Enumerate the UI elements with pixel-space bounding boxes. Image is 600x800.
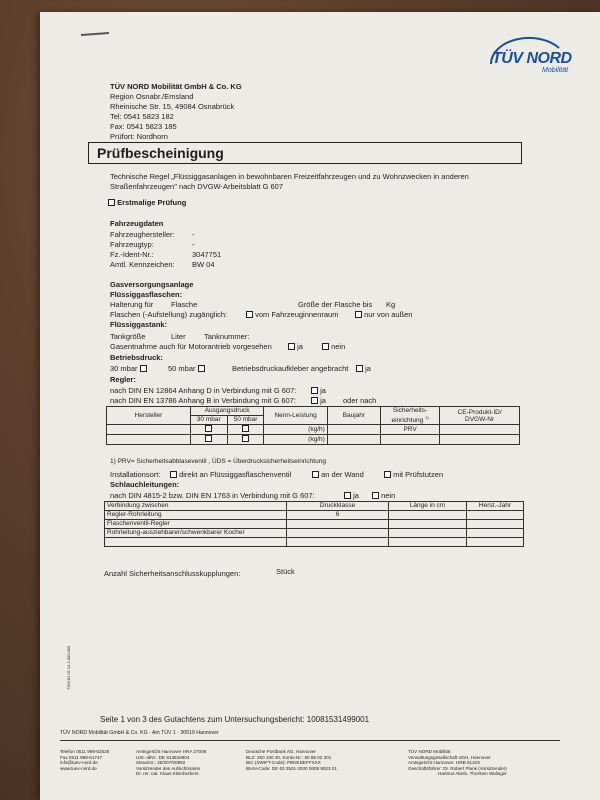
subtitle-line-1: Technische Regel „Flüssiggasanlagen in bewohnbaren Freizeitfahrzeugen und zu Wohnzwecken in anderen bbox=[110, 172, 469, 181]
footer-line: Hartmut Abeln, Thorsten Walinger bbox=[438, 771, 507, 777]
cell-druckklasse bbox=[287, 520, 389, 529]
regler-table bbox=[106, 406, 520, 445]
aufkleber-ja-checkbox[interactable] bbox=[356, 365, 363, 372]
gasentnahme-nein-option bbox=[322, 342, 345, 351]
staple-mark bbox=[81, 32, 109, 36]
fahrzeugdaten-heading: Fahrzeugdaten bbox=[110, 219, 164, 228]
installation-opt1-label: direkt an Flüssiggasflaschenventil bbox=[179, 470, 292, 479]
tanknummer-label: Tanknummer: bbox=[204, 332, 250, 341]
cell-50-check[interactable] bbox=[227, 425, 264, 435]
installation-opt3-checkbox[interactable] bbox=[384, 471, 391, 478]
cell-jahr[interactable] bbox=[467, 538, 524, 547]
subtitle-line-2: Straßenfahrzeugen" nach DVGW-Arbeitsblatt G 607 bbox=[110, 182, 284, 191]
nur-aussen-option bbox=[355, 310, 412, 319]
d50-label: 50 mbar bbox=[168, 364, 196, 373]
cell-hersteller[interactable] bbox=[107, 435, 191, 445]
nein-label: nein bbox=[331, 342, 346, 351]
checkbox[interactable] bbox=[242, 425, 249, 432]
ja-label: ja bbox=[320, 396, 326, 405]
footer-line: Vorsitzender des Aufsichtsrates bbox=[136, 765, 201, 771]
liter-label: Liter bbox=[171, 332, 186, 341]
installation-opt3 bbox=[384, 470, 443, 479]
checkbox[interactable] bbox=[205, 435, 212, 442]
checkbox[interactable] bbox=[205, 425, 212, 432]
fahrzeug-row-value: - bbox=[192, 240, 195, 249]
oder-nach-label: oder nach bbox=[343, 396, 377, 405]
form-code-vertical: TNM 81 07.14 2.000.000 bbox=[66, 645, 71, 690]
company-tel: Tel: 0541 5823 182 bbox=[110, 112, 174, 121]
d30-option bbox=[110, 364, 147, 373]
ja-label: ja bbox=[353, 491, 359, 500]
regler2-ja-option bbox=[311, 396, 326, 405]
gas-heading: Gasversorgungsanlage bbox=[110, 280, 194, 289]
installation-opt2-checkbox[interactable] bbox=[312, 471, 319, 478]
footer-divider bbox=[60, 740, 560, 741]
table-row bbox=[107, 425, 520, 435]
cell-kgh: (kg/h) bbox=[264, 435, 327, 445]
cell-jahr[interactable] bbox=[467, 511, 524, 520]
schlauch-heading: Schlauchleitungen: bbox=[110, 480, 180, 489]
d30-checkbox[interactable] bbox=[140, 365, 147, 372]
sicher-line-1: Sicherheits- bbox=[392, 407, 428, 414]
schlauch-nein-option bbox=[372, 491, 395, 500]
fahrzeug-row-label: Amtl. Kennzeichen: bbox=[110, 260, 175, 269]
flasche-label: Flasche bbox=[171, 300, 198, 309]
col-baujahr: Baujahr bbox=[327, 407, 380, 425]
footer-line: USt.-IdNr.: DE 813818604 bbox=[136, 754, 190, 760]
cell-50-check[interactable] bbox=[227, 435, 264, 445]
cell-druckklasse: 6 bbox=[287, 511, 389, 520]
gasentnahme-ja-option bbox=[288, 342, 303, 351]
cell-verbindung: Flaschenventil-Regler bbox=[105, 520, 287, 529]
regler1-ja-checkbox[interactable] bbox=[311, 387, 318, 394]
checkbox[interactable] bbox=[242, 435, 249, 442]
footer-col-register bbox=[136, 749, 232, 777]
kupplungen-label: Anzahl Sicherheitsanschlusskupplungen: bbox=[104, 569, 241, 578]
cell-verbindung[interactable] bbox=[105, 538, 287, 547]
col-ce-produkt bbox=[440, 407, 520, 425]
table-row bbox=[105, 538, 524, 547]
cell-hersteller[interactable] bbox=[107, 425, 191, 435]
cell-verbindung: Regler-Rohrleitung bbox=[105, 511, 287, 520]
vom-innenraum-label: vom Fahrzeuginnenraum bbox=[255, 310, 339, 319]
regler-line-1: nach DIN EN 12864 Anhang D in Verbindung mit G 607: bbox=[110, 386, 297, 395]
footer-line: Dr. rer. nat. Klaus Kleinherbers bbox=[136, 771, 199, 777]
sicher-line-2: einrichtung bbox=[391, 417, 424, 425]
fahrzeug-row-label: Fahrzeugtyp: bbox=[110, 240, 154, 249]
col-hersteller: Hersteller bbox=[107, 407, 191, 425]
footer-line: Fax 0511 998-61747 bbox=[60, 754, 103, 760]
cell-jahr[interactable] bbox=[467, 520, 524, 529]
cell-baujahr[interactable] bbox=[327, 425, 380, 435]
table-row bbox=[107, 435, 520, 445]
cell-30-check[interactable] bbox=[190, 425, 227, 435]
table-row bbox=[105, 511, 524, 520]
company-name: TÜV NORD Mobilität GmbH & Co. KG bbox=[110, 82, 242, 91]
footer-company: TÜV NORD Mobilität GmbH & Co. KG · Am TÜV 1 · 30519 Hannover bbox=[60, 730, 219, 736]
schlauch-ja-option bbox=[344, 491, 359, 500]
schlauch-ja-checkbox[interactable] bbox=[344, 492, 351, 499]
footer-line: BIC (SWIFT-Code): PBNKDEFFXXX bbox=[246, 760, 321, 766]
company-pruefort: Prüfort: Nordhorn bbox=[110, 132, 168, 141]
d30-label: 30 mbar bbox=[110, 364, 138, 373]
page-indicator: Seite 1 von 3 des Gutachtens zum Untersuchungsbericht: 10081531499001 bbox=[100, 715, 370, 724]
regler1-ja-option bbox=[311, 386, 326, 395]
installation-opt2 bbox=[312, 470, 364, 479]
aufkleber-ja-option bbox=[356, 364, 371, 373]
col-herst-jahr: Herst.-Jahr bbox=[467, 502, 524, 511]
schlauch-nein-checkbox[interactable] bbox=[372, 492, 379, 499]
flaschen-zugaenglich-label: Flaschen (-Aufstellung) zugänglich: bbox=[110, 310, 228, 319]
footer-line: Steuernr.: 25/207/00992 bbox=[136, 760, 186, 766]
company-fax: Fax: 0541 5823 185 bbox=[110, 122, 177, 131]
flaschen-heading: Flüssiggasflaschen: bbox=[110, 290, 183, 299]
col-nennleistung: Nenn-Leistung bbox=[264, 407, 327, 425]
fahrzeug-row-value: - bbox=[192, 230, 195, 239]
company-street: Rheinische Str. 15, 49084 Osnabrück bbox=[110, 102, 235, 111]
installation-opt1-checkbox[interactable] bbox=[170, 471, 177, 478]
footer-line: info@tuev-nord.de bbox=[60, 760, 98, 766]
cell-30-check[interactable] bbox=[190, 435, 227, 445]
cell-kgh: (kg/h) bbox=[264, 425, 327, 435]
nur-aussen-checkbox[interactable] bbox=[355, 311, 362, 318]
fahrzeug-row-label: Fahrzeughersteller: bbox=[110, 230, 175, 239]
gasentnahme-label: Gasentnahme auch für Motorantrieb vorgesehen bbox=[110, 342, 272, 351]
ja-label: ja bbox=[320, 386, 326, 395]
cell-laenge[interactable] bbox=[389, 529, 467, 538]
regler2-ja-checkbox[interactable] bbox=[311, 397, 318, 404]
tankgroesse-label: Tankgröße bbox=[110, 332, 146, 341]
cell-laenge[interactable] bbox=[389, 520, 467, 529]
ja-label: ja bbox=[297, 342, 303, 351]
cell-baujahr[interactable] bbox=[327, 435, 380, 445]
ce-line-2: DVGW-Nr bbox=[465, 415, 495, 423]
schlauch-line: nach DIN 4815-2 bzw. DIN EN 1763 in Verbindung mit G 607: bbox=[110, 491, 315, 500]
groesse-label: Größe der Flasche bis bbox=[298, 300, 373, 309]
tank-heading: Flüssiggastank: bbox=[110, 320, 168, 329]
installation-opt3-label: mit Prüfstutzen bbox=[393, 470, 444, 479]
footer-line: TÜV NORD Mobilität bbox=[408, 749, 451, 754]
footer-line: www.tuev-nord.de bbox=[60, 765, 97, 771]
cell-ce[interactable] bbox=[440, 435, 520, 445]
fahrzeug-row-value: BW 04 bbox=[192, 260, 215, 269]
document-page bbox=[40, 12, 600, 800]
footer-col-management bbox=[408, 749, 548, 777]
footer-line: Deutsche Postbank AG, Hannover bbox=[246, 749, 316, 754]
cell-verbindung: Rohrleitung-ausziehbarer/schwenkbarer Kocher bbox=[105, 529, 287, 538]
ce-line-1: CE-Produkt-ID/ bbox=[457, 408, 502, 416]
cell-jahr[interactable] bbox=[467, 529, 524, 538]
footnote: 1) PRV= Sicherheitsabblaseventil , ÜDS = Überdrucksicherheitseinrichtung bbox=[110, 458, 326, 465]
fahrzeug-row-value: 3047751 bbox=[192, 250, 222, 259]
vom-innenraum-checkbox[interactable] bbox=[246, 311, 253, 318]
footer-line: Amtsgericht Hannover: HRB 61319 bbox=[408, 760, 480, 766]
kupplungen-unit: Stück bbox=[276, 567, 295, 576]
footer-line: Geschäftsführer: Dr. Robert Plank (Vorsitzender) bbox=[408, 765, 507, 771]
installation-label: Installationsort: bbox=[110, 470, 161, 479]
nur-aussen-label: nur von außen bbox=[364, 310, 413, 319]
col-verbindung: Verbindung zwischen bbox=[105, 502, 287, 511]
page-title: Prüfbescheinigung bbox=[97, 145, 224, 161]
gasentnahme-nein-checkbox[interactable] bbox=[322, 343, 329, 350]
col-ausgangsdruck: Ausgangsdruck bbox=[190, 407, 264, 416]
logo-wordmark: TÜV NORD bbox=[492, 50, 572, 67]
d50-option bbox=[168, 364, 205, 373]
erstmalige-checkbox[interactable] bbox=[108, 199, 115, 206]
gasentnahme-ja-checkbox[interactable] bbox=[288, 343, 295, 350]
footer-col-bank bbox=[246, 749, 376, 771]
regler-heading: Regler: bbox=[110, 375, 136, 384]
nein-label: nein bbox=[381, 491, 396, 500]
erstmalige-pruefung bbox=[108, 198, 186, 207]
cell-ce[interactable] bbox=[440, 425, 520, 435]
installation-opt1 bbox=[170, 470, 291, 479]
col-30mbar: 30 mbar bbox=[190, 416, 227, 425]
logo-subtitle: Mobilität bbox=[542, 67, 569, 74]
footer-line: Amtsgericht Hannover HRA 27006 bbox=[136, 749, 207, 754]
aufkleber-label: Betriebsdruckaufkleber angebracht bbox=[232, 364, 349, 373]
cell-druckklasse bbox=[287, 529, 389, 538]
cell-sicher[interactable] bbox=[380, 435, 439, 445]
table-row bbox=[105, 520, 524, 529]
company-region: Region Osnabr./Emsland bbox=[110, 92, 194, 101]
kg-label: Kg bbox=[386, 300, 396, 309]
schlauch-table bbox=[104, 501, 524, 547]
d50-checkbox[interactable] bbox=[198, 365, 205, 372]
tuev-nord-logo bbox=[492, 50, 572, 74]
cell-laenge[interactable] bbox=[389, 538, 467, 547]
footer-line: Verwaltungsgesellschaft mbH, Hannover bbox=[408, 754, 491, 760]
fahrzeug-row-label: Fz.-Ident-Nr.: bbox=[110, 250, 154, 259]
col-laenge: Länge in cm bbox=[389, 502, 467, 511]
footer-line: Telefon 0511 998-62526 bbox=[60, 749, 110, 754]
footer-line: IBAN-Code: DE 63 2501 0030 0608 9023 01 bbox=[246, 765, 337, 771]
col-druckklasse: Druckklasse bbox=[287, 502, 389, 511]
cell-druckklasse[interactable] bbox=[287, 538, 389, 547]
sicher-footnote-marker: 1) bbox=[425, 415, 429, 420]
cell-prv: PRV bbox=[380, 425, 439, 435]
cell-laenge[interactable] bbox=[389, 511, 467, 520]
footer-line: BLZ: 250 100 30, Konto-Nr.: 60 89 02 301 bbox=[246, 754, 332, 760]
erstmalige-label: Erstmalige Prüfung bbox=[117, 198, 187, 207]
vom-innenraum-option bbox=[246, 310, 338, 319]
footer-col-contact bbox=[60, 749, 120, 771]
ja-label: ja bbox=[365, 364, 371, 373]
installation-opt2-label: an der Wand bbox=[321, 470, 364, 479]
betriebsdruck-heading: Betriebsdruck: bbox=[110, 353, 163, 362]
table-row bbox=[105, 529, 524, 538]
col-50mbar: 50 mbar bbox=[227, 416, 264, 425]
regler-line-2: nach DIN EN 13786 Anhang B in Verbindung mit G 607: bbox=[110, 396, 296, 405]
halterung-label: Halterung für bbox=[110, 300, 154, 309]
col-sicherheitseinrichtung bbox=[380, 407, 439, 425]
title-box bbox=[88, 142, 522, 164]
